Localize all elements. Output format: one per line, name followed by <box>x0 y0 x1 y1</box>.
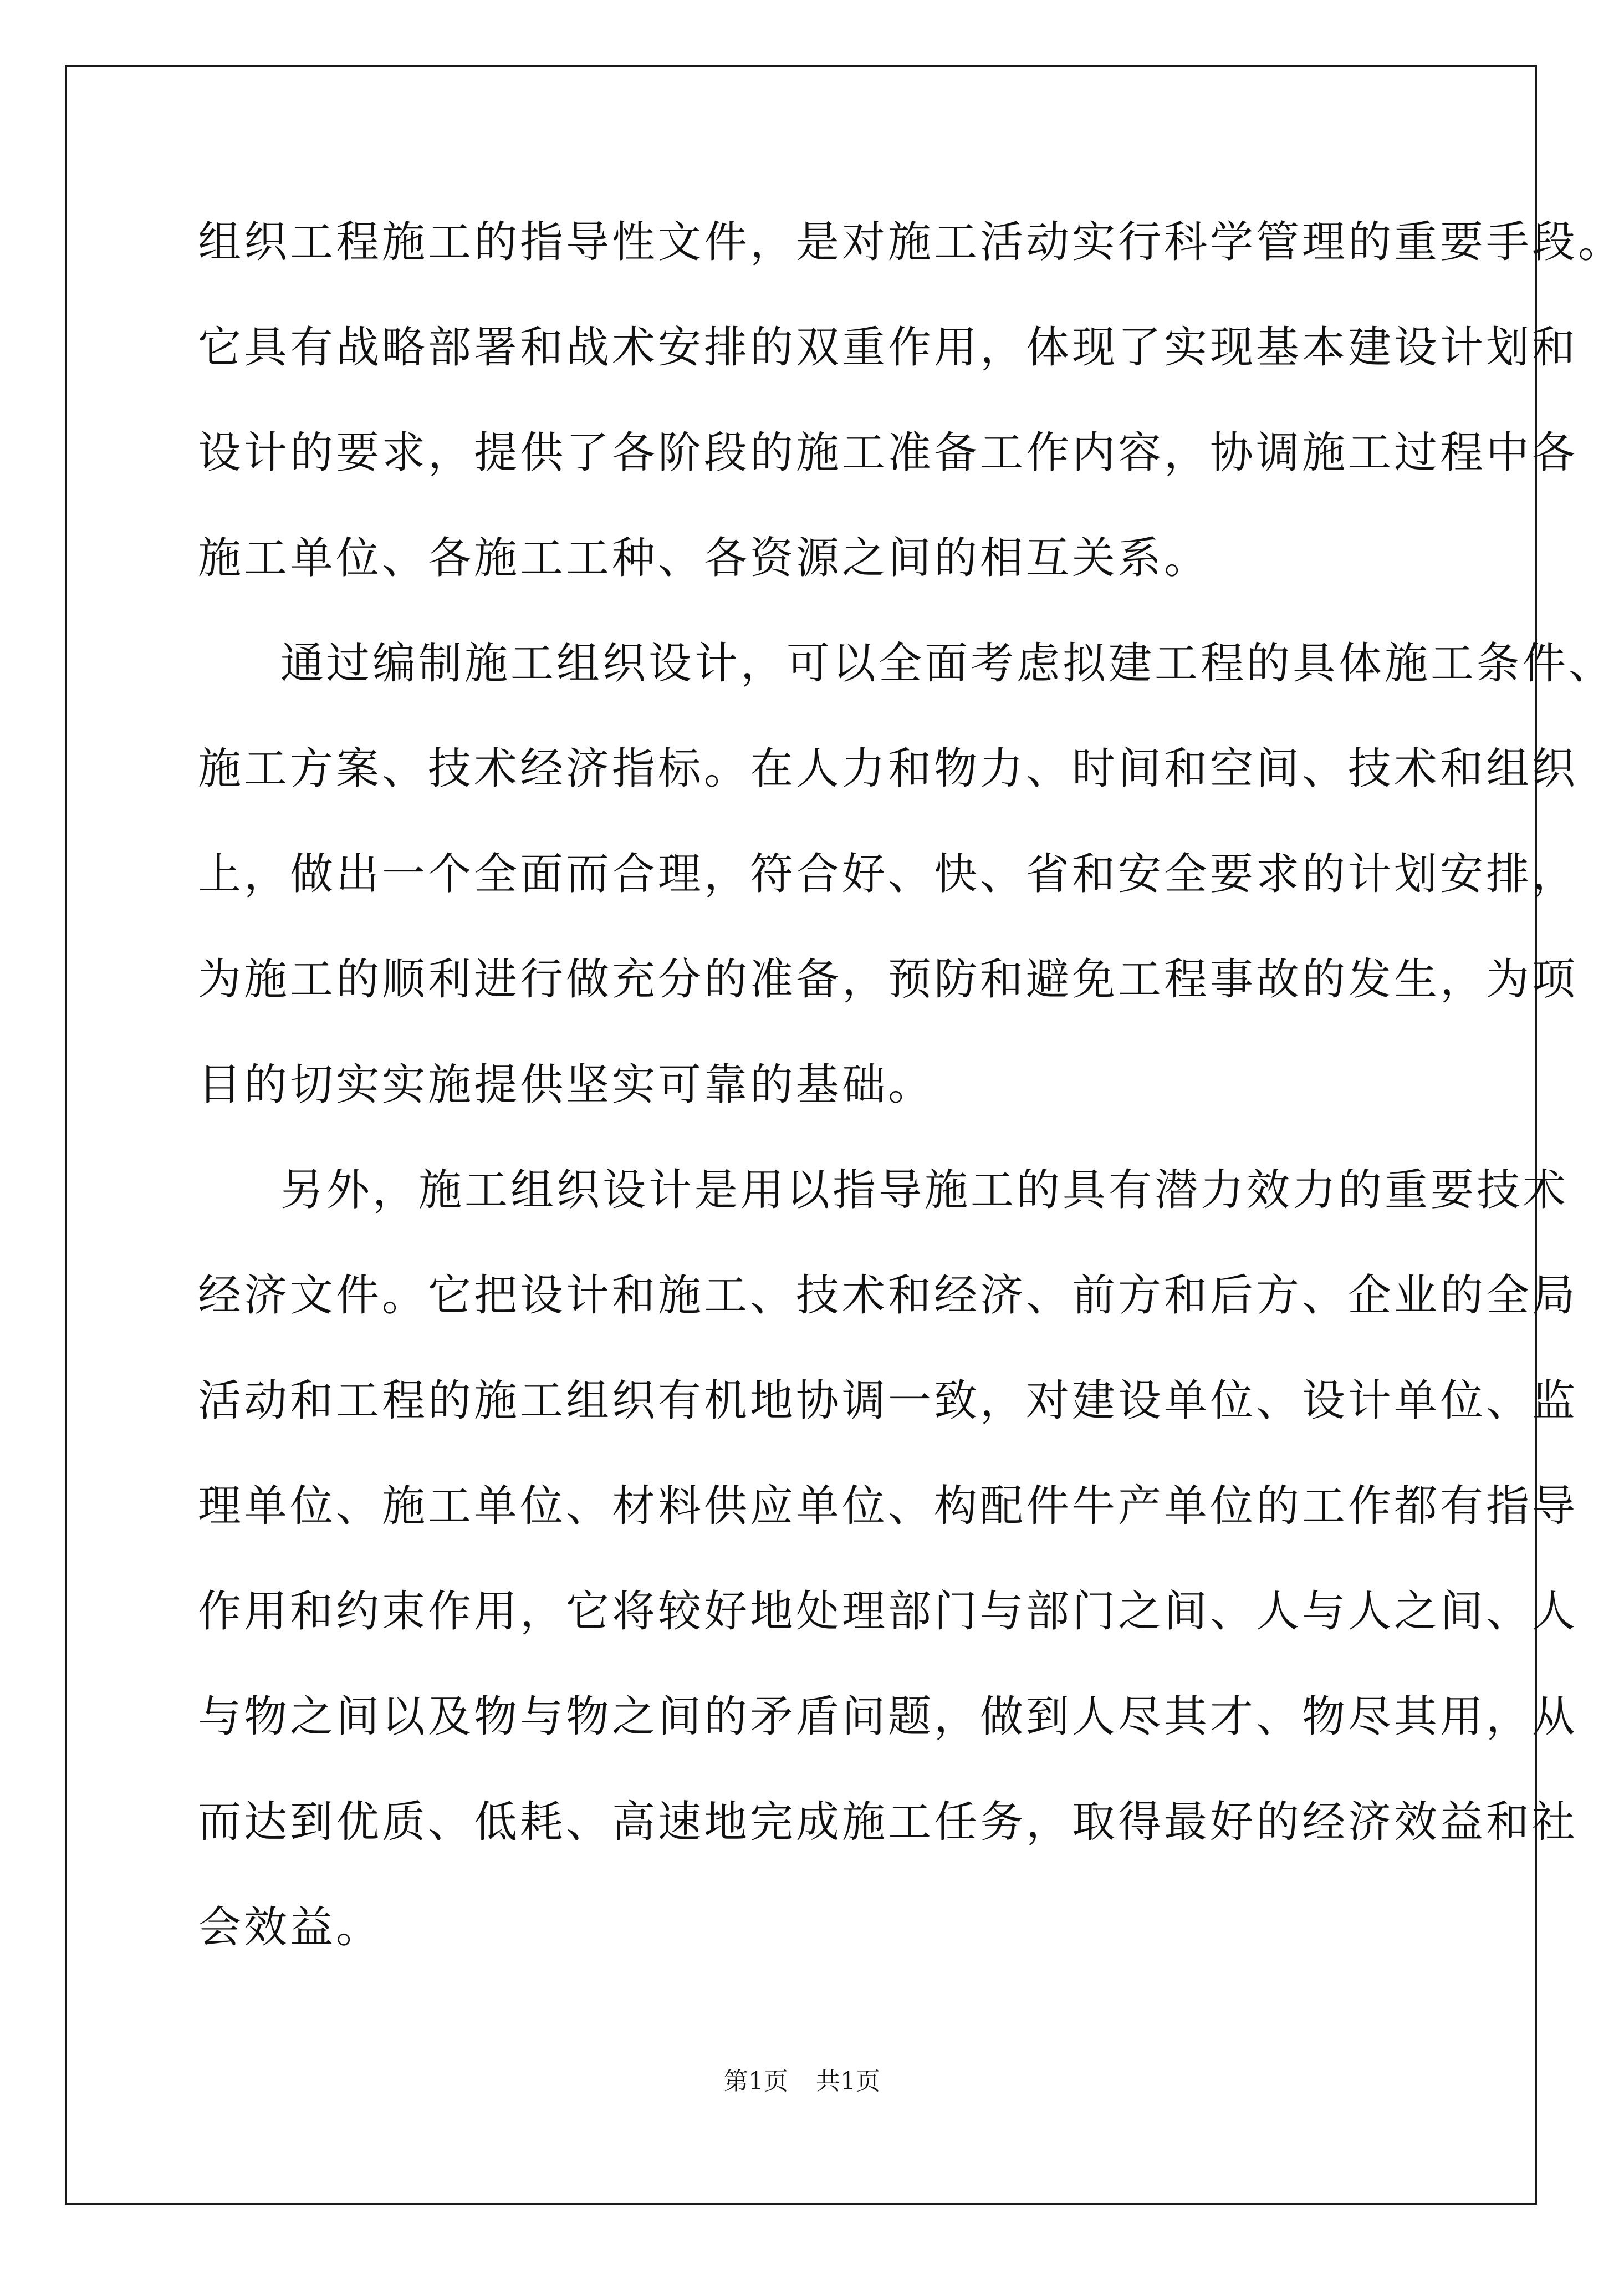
text-line: 会效益。 <box>198 1903 382 1952</box>
text-line: 组织工程施工的指导性文件，是对施工活动实行科学管理的重要手段。 <box>198 217 1624 267</box>
text-line: 施工方案、技术经济指标。在人力和物力、时间和空间、技术和组织 <box>198 744 1579 794</box>
text-line: 上，做出一个全面而合理，符合好、快、省和安全要求的计划安排， <box>198 849 1579 899</box>
text-line: 活动和工程的施工组织有机地协调一致，对建设单位、设计单位、监 <box>198 1376 1579 1426</box>
text-line: 作用和约束作用，它将较好地处理部门与部门之间、人与人之间、人 <box>198 1587 1579 1636</box>
text-line: 而达到优质、低耗、高速地完成施工任务，取得最好的经济效益和社 <box>198 1797 1579 1847</box>
text-line: 为施工的顺利进行做充分的准备，预防和避免工程事故的发生，为项 <box>198 955 1579 1005</box>
page-border <box>65 65 1624 2205</box>
text-line: 设计的要求，提供了各阶段的施工准备工作内容，协调施工过程中各 <box>198 428 1579 478</box>
text-line: 它具有战略部署和战术安排的双重作用，体现了实现基本建设计划和 <box>198 323 1579 373</box>
paragraph-first-line: 另外，施工组织设计是用以指导施工的具有潜力效力的重要技术 <box>280 1165 1569 1215</box>
text-line: 施工单位、各施工工种、各资源之间的相互关系。 <box>198 533 1211 583</box>
page-footer <box>0 2065 1604 2098</box>
page-total: 共1页 <box>816 2067 880 2095</box>
text-line: 与物之间以及物与物之间的矛盾问题，做到人尽其才、物尽其用，从 <box>198 1692 1579 1742</box>
text-line: 经济文件。它把设计和施工、技术和经济、前方和后方、企业的全局 <box>198 1271 1579 1320</box>
paragraph-first-line: 通过编制施工组织设计，可以全面考虑拟建工程的具体施工条件、 <box>280 639 1615 689</box>
text-line: 目的切实实施提供坚实可靠的基础。 <box>198 1060 934 1110</box>
page-number: 第1页 <box>724 2067 788 2095</box>
text-line: 理单位、施工单位、材料供应单位、构配件牛产单位的工作都有指导 <box>198 1481 1579 1531</box>
